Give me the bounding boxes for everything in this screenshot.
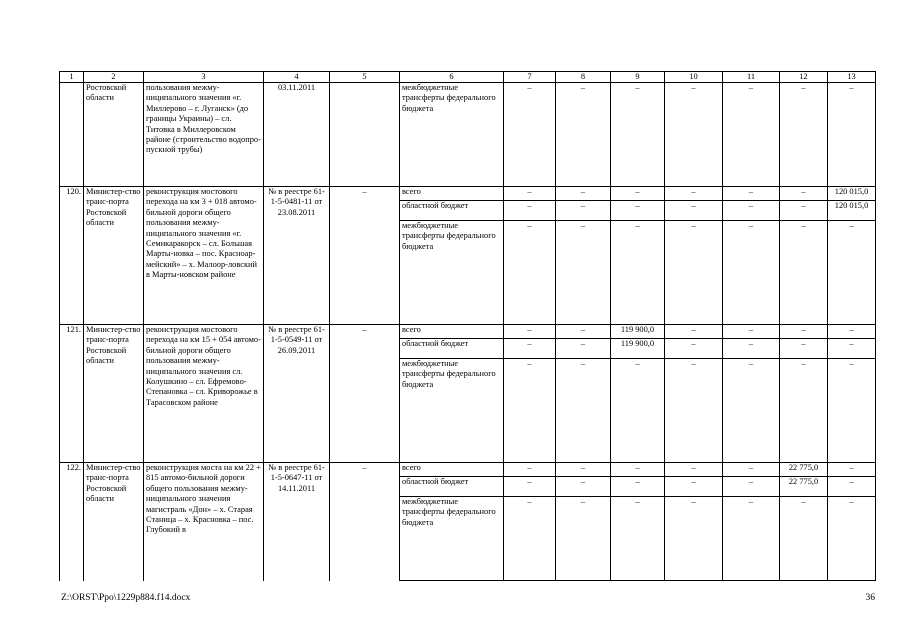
amount-cell: –: [504, 325, 556, 339]
header-cell: 8: [556, 72, 611, 83]
row-number: [60, 83, 84, 187]
customer-cell: –: [330, 187, 400, 325]
amount-cell: –: [665, 221, 723, 325]
amount-cell: –: [665, 339, 723, 359]
funding-source: всего: [400, 325, 504, 339]
amount-cell: –: [723, 359, 780, 463]
object-description: реконструкция мостового перехода на км 15 + 054 автомо-бильной дороги общего пользования межму-ниципального значения сл. Колушкино – сл. Ефремово-Степановка – сл. Криворожье в Тарасовском районе: [144, 325, 264, 463]
funding-source: всего: [400, 463, 504, 477]
amount-cell: –: [665, 325, 723, 339]
amount-cell: –: [780, 187, 828, 201]
amount-cell: –: [504, 201, 556, 221]
organization-cell: Министер-ство транс-порта Ростовской области: [84, 325, 144, 463]
customer-cell: –: [330, 325, 400, 463]
amount-cell: –: [828, 339, 876, 359]
header-cell: 11: [723, 72, 780, 83]
amount-cell: –: [780, 325, 828, 339]
row-number: 121.: [60, 325, 84, 463]
table-row: [60, 187, 876, 201]
header-row: [60, 72, 876, 83]
amount-cell: –: [723, 339, 780, 359]
funding-source: межбюджетные трансферты федерального бюджета: [400, 497, 504, 581]
amount-cell: –: [780, 339, 828, 359]
amount-cell: –: [504, 339, 556, 359]
funding-source: межбюджетные трансферты федерального бюджета: [400, 359, 504, 463]
object-description: реконструкция мостового перехода на км 3 + 018 автомо-бильной дороги общего пользования межму-ниципального значения «г. Семикаракорск – сл. Большая Марты-новка – пос. Краснoар-мейский» – х. Малоор-ловский в Марты-новском районе: [144, 187, 264, 325]
amount-cell: –: [780, 359, 828, 463]
amount-cell: –: [611, 477, 665, 497]
amount-cell: –: [723, 187, 780, 201]
amount-cell: –: [556, 477, 611, 497]
header-cell: 6: [400, 72, 504, 83]
amount-cell: –: [556, 221, 611, 325]
amount-cell: –: [723, 497, 780, 581]
amount-cell: –: [665, 83, 723, 187]
amount-cell: –: [611, 497, 665, 581]
customer-cell: –: [330, 463, 400, 581]
table-row: [60, 83, 876, 187]
amount-cell: –: [556, 463, 611, 477]
amount-cell: –: [611, 221, 665, 325]
object-description: пользования межму-ниципального значения «г. Миллерово – г. Луганск» (до границы Украины) – сл. Титовка в Миллеровском районе (строительство водопро-пускной трубы): [144, 83, 264, 187]
amount-cell: –: [780, 201, 828, 221]
amount-cell: –: [611, 463, 665, 477]
amount-cell: –: [665, 359, 723, 463]
funding-source: всего: [400, 187, 504, 201]
registry-doc: № в реестре 61-1-5-0647-11 от 14.11.2011: [264, 463, 330, 581]
amount-cell: –: [828, 83, 876, 187]
amount-cell: –: [828, 463, 876, 477]
amount-cell: –: [556, 83, 611, 187]
registry-doc: 03.11.2011: [264, 83, 330, 187]
funding-source: областной бюджет: [400, 339, 504, 359]
header-cell: 3: [144, 72, 264, 83]
amount-cell: 119 900,0: [611, 325, 665, 339]
budget-table: [59, 71, 876, 581]
amount-cell: –: [504, 497, 556, 581]
object-description: реконструкция моста на км 22 + 815 автомо-бильной дороги общего пользования межму-ниципального значения магистраль «Дон» – х. Старая Станица – х. Красновка – пос. Глубокий в: [144, 463, 264, 581]
header-cell: 13: [828, 72, 876, 83]
amount-cell: –: [556, 359, 611, 463]
amount-cell: –: [611, 359, 665, 463]
amount-cell: –: [723, 201, 780, 221]
amount-cell: –: [665, 463, 723, 477]
row-number: 120.: [60, 187, 84, 325]
amount-cell: –: [611, 201, 665, 221]
amount-cell: –: [665, 187, 723, 201]
amount-cell: 120 015,0: [828, 201, 876, 221]
amount-cell: –: [723, 221, 780, 325]
amount-cell: –: [504, 83, 556, 187]
header-cell: 10: [665, 72, 723, 83]
amount-cell: –: [504, 187, 556, 201]
header-cell: 7: [504, 72, 556, 83]
funding-source: областной бюджет: [400, 477, 504, 497]
amount-cell: 22 775,0: [780, 463, 828, 477]
organization-cell: Министер-ство транс-порта Ростовской области: [84, 187, 144, 325]
amount-cell: 22 775,0: [780, 477, 828, 497]
amount-cell: –: [611, 83, 665, 187]
amount-cell: –: [723, 83, 780, 187]
amount-cell: –: [504, 359, 556, 463]
amount-cell: –: [556, 187, 611, 201]
amount-cell: 119 900,0: [611, 339, 665, 359]
amount-cell: –: [504, 463, 556, 477]
amount-cell: –: [828, 221, 876, 325]
row-number: 122.: [60, 463, 84, 581]
amount-cell: –: [556, 201, 611, 221]
organization-cell: Ростовской области: [84, 83, 144, 187]
footer-file-path: Z:\ORST\Ppo\1229p884.f14.docx: [61, 593, 191, 603]
table-row: [60, 463, 876, 477]
amount-cell: –: [504, 221, 556, 325]
amount-cell: –: [665, 497, 723, 581]
amount-cell: –: [665, 477, 723, 497]
registry-doc: № в реестре 61-1-5-0481-11 от 23.08.2011: [264, 187, 330, 325]
amount-cell: –: [780, 221, 828, 325]
funding-source: областной бюджет: [400, 201, 504, 221]
table-row: [60, 325, 876, 339]
header-cell: 2: [84, 72, 144, 83]
amount-cell: –: [556, 497, 611, 581]
amount-cell: –: [828, 325, 876, 339]
amount-cell: –: [504, 477, 556, 497]
amount-cell: –: [828, 477, 876, 497]
registry-doc: № в реестре 61-1-5-0549-11 от 26.09.2011: [264, 325, 330, 463]
amount-cell: 120 015,0: [828, 187, 876, 201]
header-cell: 1: [60, 72, 84, 83]
amount-cell: –: [780, 497, 828, 581]
header-cell: 4: [264, 72, 330, 83]
header-cell: 5: [330, 72, 400, 83]
amount-cell: –: [611, 187, 665, 201]
amount-cell: –: [828, 497, 876, 581]
amount-cell: –: [780, 83, 828, 187]
amount-cell: –: [556, 325, 611, 339]
amount-cell: –: [723, 477, 780, 497]
funding-source: межбюджетные трансферты федерального бюджета: [400, 221, 504, 325]
header-cell: 12: [780, 72, 828, 83]
amount-cell: –: [828, 359, 876, 463]
amount-cell: –: [723, 325, 780, 339]
customer-cell: [330, 83, 400, 187]
header-cell: 9: [611, 72, 665, 83]
amount-cell: –: [556, 339, 611, 359]
amount-cell: –: [665, 201, 723, 221]
footer-page-number: 36: [865, 593, 875, 603]
amount-cell: –: [723, 463, 780, 477]
funding-source: межбюджетные трансферты федерального бюджета: [400, 83, 504, 187]
organization-cell: Министер-ство транс-порта Ростовской области: [84, 463, 144, 581]
